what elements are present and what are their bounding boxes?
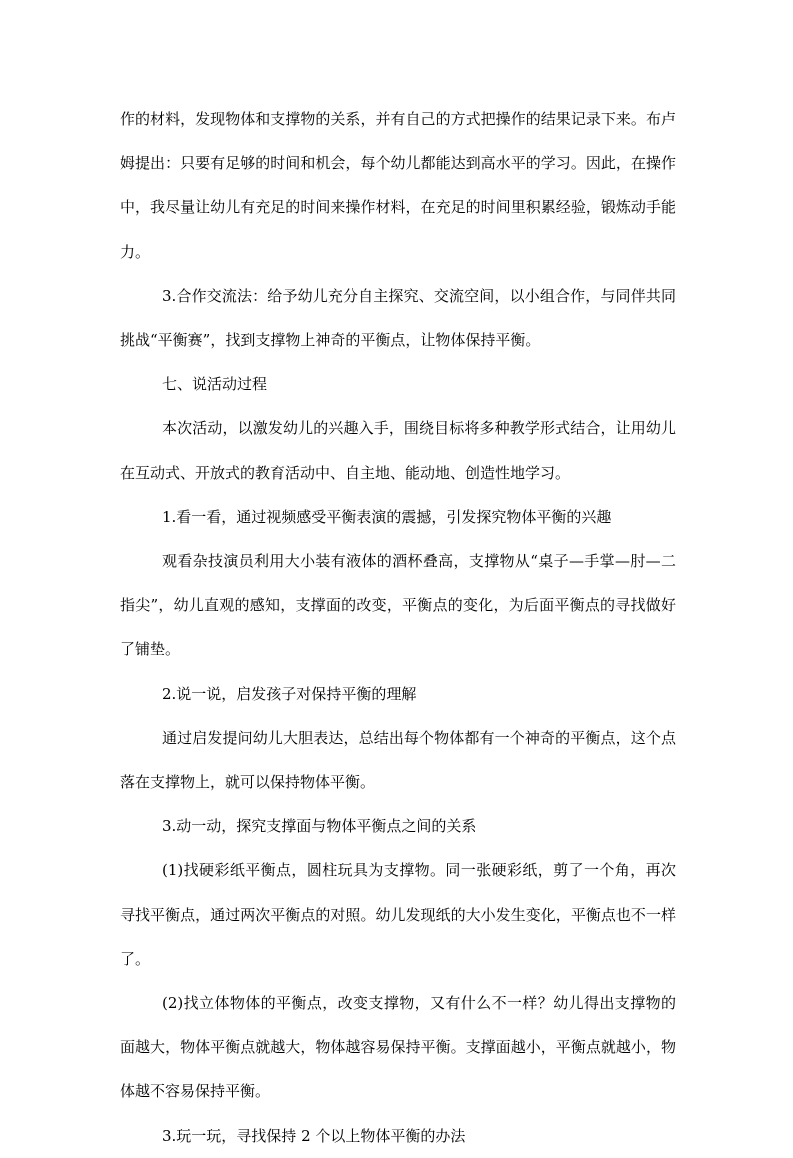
paragraph-talk-details: 通过启发提问幼儿大胆表达，总结出每个物体都有一个神奇的平衡点，这个点落在支撑物上，就可以保持物体平衡。 (120, 728, 676, 792)
step-heading-watch: 1.看一看，通过视频感受平衡表演的震撼，引发探究物体平衡的兴趣 (162, 507, 612, 526)
document-body (120, 97, 676, 1158)
paragraph-explore-paper: (1)找硬彩纸平衡点，圆柱玩具为支撑物。同一张硬彩纸，剪了一个角，再次寻找平衡点，通过两次平衡点的对照。幼儿发现纸的大小发生变化，平衡点也不一样了。 (120, 861, 676, 968)
paragraph-activity-overview: 本次活动，以激发幼儿的兴趣入手，围绕目标将多种教学形式结合，让用幼儿在互动式、开放式的教育活动中、自主地、能动地、创造性地学习。 (120, 419, 676, 482)
paragraph-watch-details: 观看杂技演员利用大小装有液体的酒杯叠高，支撑物从“桌子—手掌—肘—二指尖”，幼儿直观的感知，支撑面的改变，平衡点的变化，为后面平衡点的寻找做好了铺垫。 (120, 552, 676, 659)
step-heading-play: 3.玩一玩，寻找保持 2 个以上物体平衡的办法 (162, 1126, 466, 1145)
step-heading-talk: 2.说一说，启发孩子对保持平衡的理解 (162, 684, 417, 703)
section-heading-activity-process: 七、说活动过程 (162, 375, 268, 394)
paragraph-cooperation-method: 3.合作交流法：给予幼儿充分自主探究、交流空间，以小组合作，与同伴共同挑战“平衡赛”，找到支撑物上神奇的平衡点，让物体保持平衡。 (120, 286, 676, 350)
step-heading-explore: 3.动一动，探究支撑面与物体平衡点之间的关系 (162, 817, 477, 836)
paragraph-explore-solid: (2)找立体物体的平衡点，改变支撑物，又有什么不一样？幼儿得出支撑物的面越大，物体平衡点就越大，物体越容易保持平衡。支撑面越小，平衡点就越小，物体越不容易保持平衡。 (120, 994, 676, 1101)
paragraph-materials-continued: 作的材料，发现物体和支撑物的关系，并有自己的方式把操作的结果记录下来。布卢姆提出：只要有足够的时间和机会，每个幼儿都能达到高水平的学习。因此，在操作中，我尽量让幼儿有充足的时间来操作材料，在充足的时间里积累经验，锻炼动手能力。 (120, 110, 676, 261)
